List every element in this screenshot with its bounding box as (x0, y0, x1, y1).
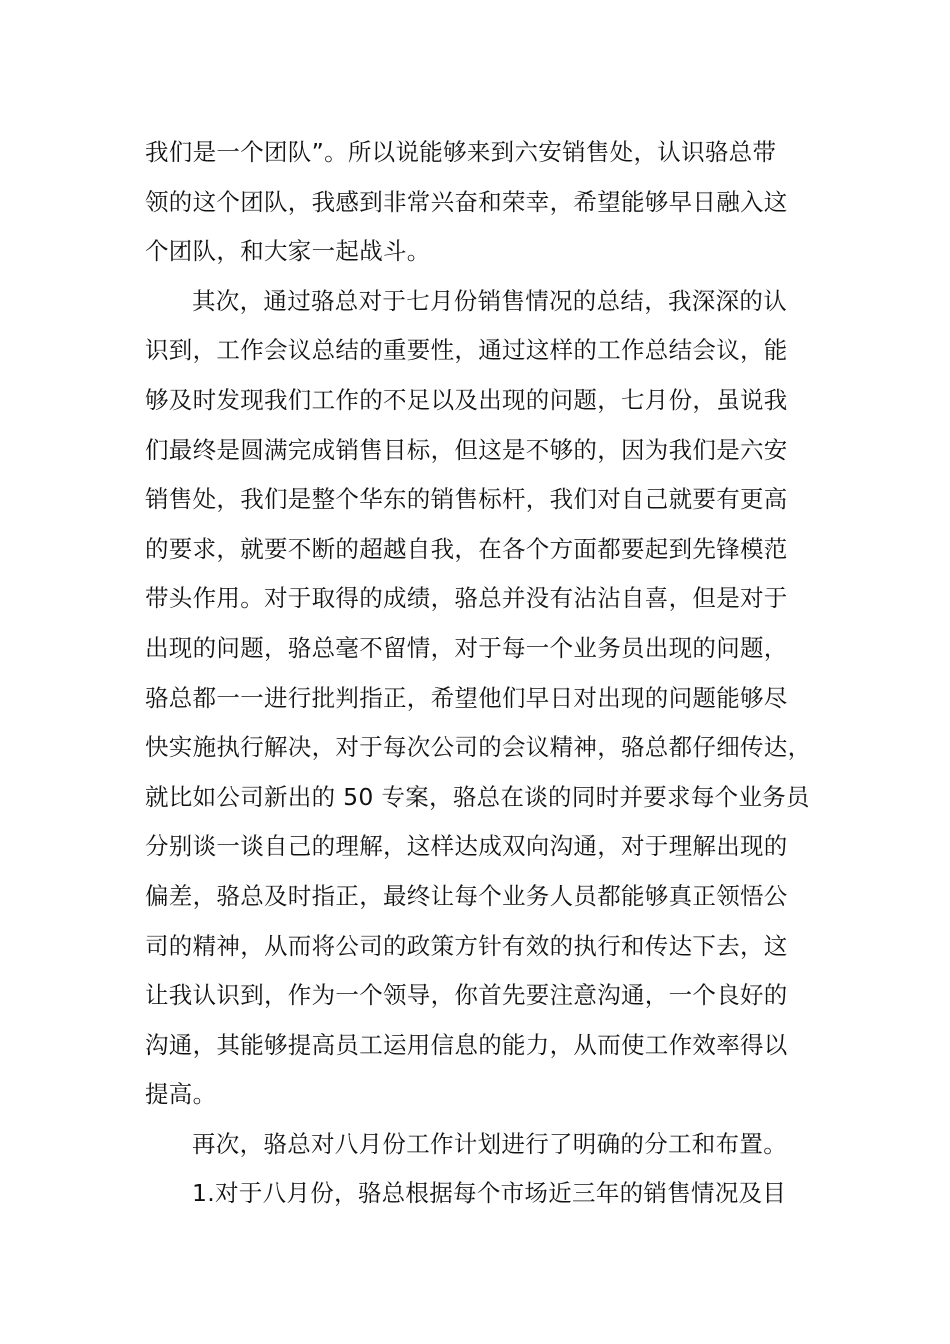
text-line: 让我认识到，作为一个领导，你首先要注意沟通，一个良好的 (145, 981, 788, 1010)
text-line: 够及时发现我们工作的不足以及出现的问题，七月份，虽说我 (145, 385, 788, 414)
paragraph-start-line: 再次，骆总对八月份工作计划进行了明确的分工和布置。 (192, 1129, 787, 1158)
document-body (145, 128, 825, 1219)
text-line: 沟通，其能够提高员工运用信息的能力，从而使工作效率得以 (145, 1030, 788, 1059)
text-line: 骆总都一一进行批判指正，希望他们早日对出现的问题能够尽 (145, 683, 788, 712)
text-line: 识到，工作会议总结的重要性，通过这样的工作总结会议，能 (145, 336, 788, 365)
text-line: 个团队，和大家一起战斗。 (145, 237, 431, 266)
text-line: 偏差，骆总及时指正，最终让每个业务人员都能够真正领悟公 (145, 881, 788, 910)
list-item-line: 1.对于八月份，骆总根据每个市场近三年的销售情况及目 (192, 1179, 787, 1208)
text-line: 销售处，我们是整个华东的销售标杆，我们对自己就要有更高 (145, 485, 788, 514)
text-line: 快实施执行解决，对于每次公司的会议精神，骆总都仔细传达， (145, 733, 812, 762)
text-line: 分别谈一谈自己的理解，这样达成双向沟通，对于理解出现的 (145, 832, 788, 861)
text-line: 们最终是圆满完成销售目标，但这是不够的，因为我们是六安 (145, 435, 788, 464)
text-line: 带头作用。对于取得的成绩，骆总并没有沾沾自喜，但是对于 (145, 584, 788, 613)
text-line: 领的这个团队，我感到非常兴奋和荣幸，希望能够早日融入这 (145, 187, 788, 216)
text-line: 我们是一个团队”。所以说能够来到六安销售处，认识骆总带 (145, 138, 777, 166)
text-line: 就比如公司新出的 50 专案，骆总在谈的同时并要求每个业务员 (145, 782, 810, 811)
text-line: 提高。 (145, 1080, 217, 1109)
paragraph-start-line: 其次，通过骆总对于七月份销售情况的总结，我深深的认 (192, 286, 787, 315)
text-line: 司的精神，从而将公司的政策方针有效的执行和传达下去，这 (145, 931, 788, 960)
text-line: 出现的问题，骆总毫不留情，对于每一个业务员出现的问题， (145, 633, 788, 662)
text-line: 的要求，就要不断的超越自我，在各个方面都要起到先锋模范 (145, 534, 788, 563)
